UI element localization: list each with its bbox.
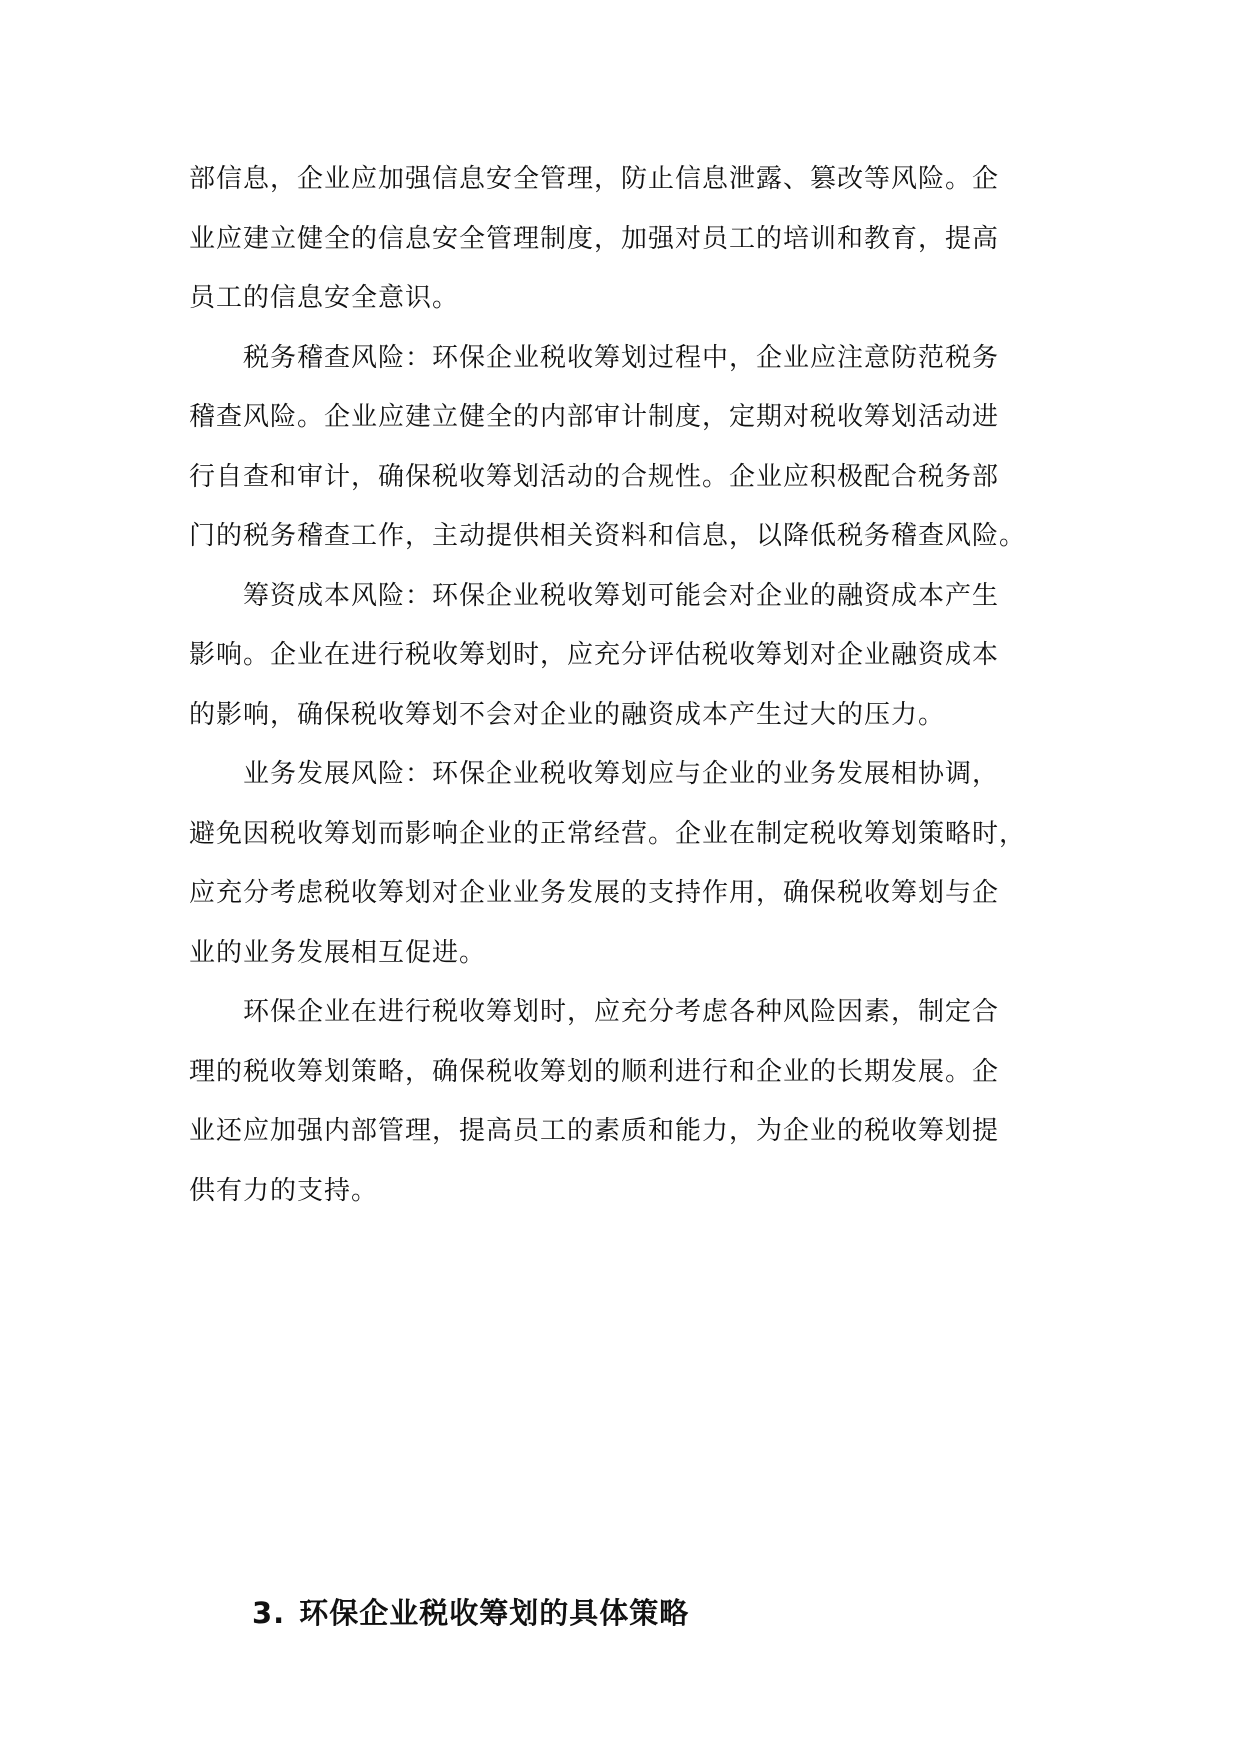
paragraph-tax-audit-risk	[189, 329, 1059, 567]
text-line: 员工的信息安全意识。	[189, 283, 460, 313]
text-line: 的影响，确保税收筹划不会对企业的融资成本产生过大的压力。	[189, 699, 946, 730]
paragraph-financing-cost-risk	[189, 567, 1059, 746]
text-line: 部信息，企业应加强信息安全管理，防止信息泄露、篡改等风险。企	[189, 164, 1000, 194]
section-title: 环保企业税收筹划的具体策略	[299, 1596, 690, 1630]
text-line: 业应建立健全的信息安全管理制度，加强对员工的培训和教育，提高	[189, 223, 1000, 254]
text-line: 业的业务发展相互促进。	[189, 937, 487, 968]
paragraph-summary	[189, 983, 1059, 1221]
body-text	[189, 150, 1059, 1221]
text-line: 税务稽查风险：环保企业税收筹划过程中，企业应注意防范税务	[189, 342, 1000, 373]
text-line: 业还应加强内部管理，提高员工的素质和能力，为企业的税收筹划提	[189, 1116, 1000, 1146]
section-number: 3.	[252, 1596, 286, 1630]
section-heading	[252, 1593, 689, 1633]
text-line: 应充分考虑税收筹划对企业业务发展的支持作用，确保税收筹划与企	[189, 878, 1000, 908]
text-line: 业务发展风险：环保企业税收筹划应与企业的业务发展相协调，	[189, 759, 1000, 789]
text-line: 避免因税收筹划而影响企业的正常经营。企业在制定税收筹划策略时，	[189, 818, 1027, 849]
text-line: 供有力的支持。	[189, 1175, 379, 1206]
text-line: 影响。企业在进行税收筹划时，应充分评估税收筹划对企业融资成本	[189, 640, 1000, 670]
text-line: 行自查和审计，确保税收筹划活动的合规性。企业应积极配合税务部	[189, 461, 1000, 492]
paragraph-info-security	[189, 150, 1059, 329]
text-line: 筹资成本风险：环保企业税收筹划可能会对企业的融资成本产生	[189, 580, 1000, 611]
text-line: 稽查风险。企业应建立健全的内部审计制度，定期对税收筹划活动进	[189, 402, 1000, 432]
text-line: 理的税收筹划策略，确保税收筹划的顺利进行和企业的长期发展。企	[189, 1056, 1000, 1087]
text-line: 环保企业在进行税收筹划时，应充分考虑各种风险因素，制定合	[189, 997, 1000, 1027]
text-line: 门的税务稽查工作，主动提供相关资料和信息，以降低税务稽查风险。	[189, 521, 1027, 551]
paragraph-business-development-risk	[189, 745, 1059, 983]
